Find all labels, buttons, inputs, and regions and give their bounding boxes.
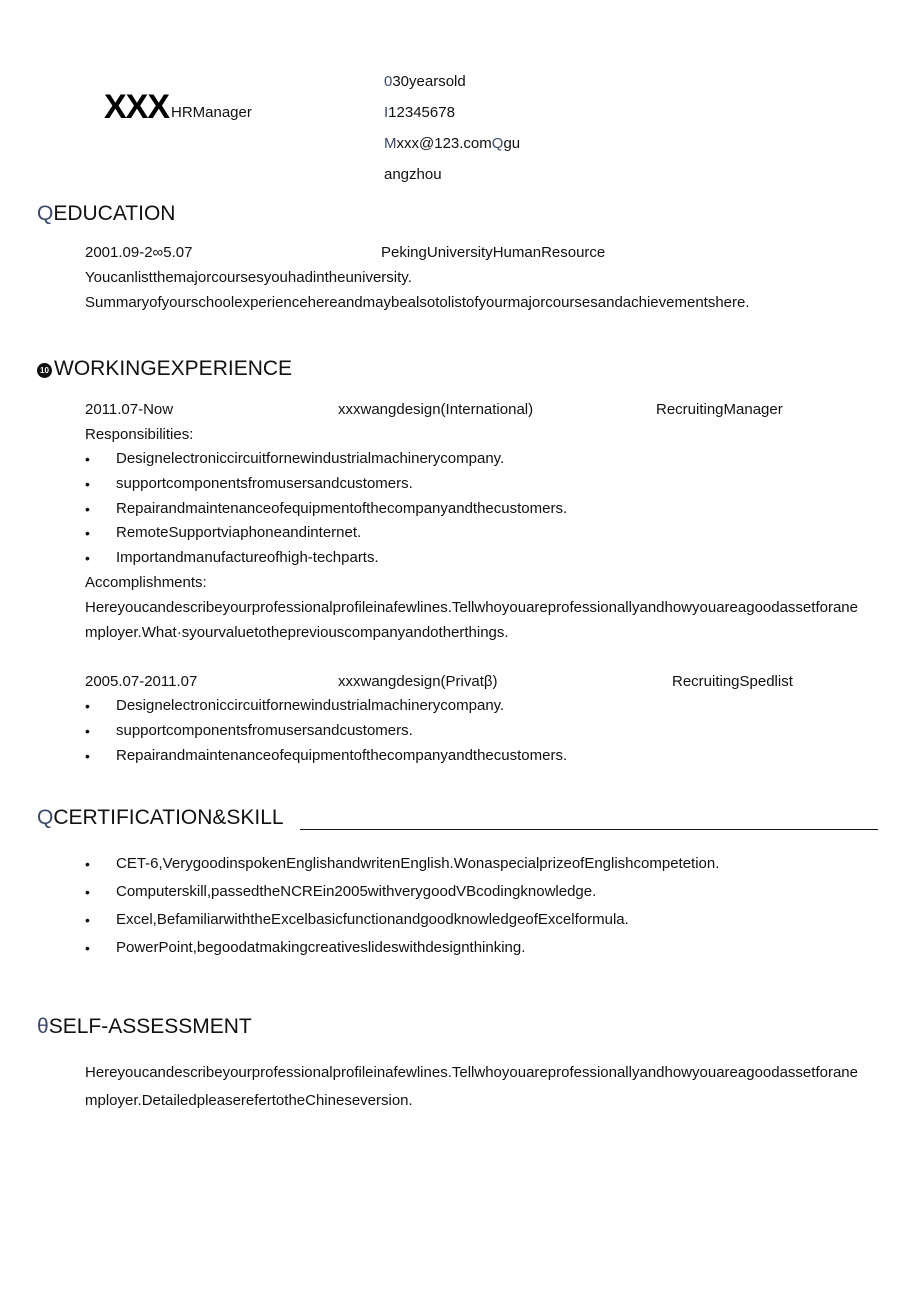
- section-education-title: [37, 202, 175, 226]
- list-item: Designelectroniccircuitfornewindustrialmachinerycompany.: [116, 697, 505, 714]
- bullet-dot: •: [85, 940, 90, 956]
- list-item: supportcomponentsfromusersandcustomers.: [116, 722, 413, 739]
- accomplishment-line: mployer.What·syourvaluetothepreviouscompanyandotherthings.: [85, 624, 509, 641]
- section-skills-title: [37, 806, 284, 830]
- job-company: xxxwangdesign(International): [338, 401, 534, 418]
- job-date: 2011.07-Now: [85, 401, 174, 418]
- section-assessment-title: [37, 1015, 252, 1039]
- candidate-role: HRManager: [171, 104, 252, 121]
- bullet-dot: •: [85, 451, 90, 467]
- assessment-line: Hereyoucandescribeyourprofessionalprofileinafewlines.Tellwhoyouareprofessionallyandhowyouareagoodassetforane: [85, 1064, 858, 1081]
- candidate-name: XXX: [104, 88, 170, 126]
- bullet-dot: •: [85, 748, 90, 764]
- bullet-dot: •: [85, 856, 90, 872]
- accomplishments-label: Accomplishments:: [85, 574, 207, 591]
- contact-email-text: xxx@123.com: [396, 135, 492, 152]
- list-item: Repairandmaintenanceofequipmentofthecompanyandthecustomers.: [116, 500, 568, 517]
- list-item: PowerPoint,begoodatmakingcreativeslideswithdesignthinking.: [116, 939, 526, 956]
- list-item: supportcomponentsfromusersandcustomers.: [116, 475, 413, 492]
- job-position: RecruitingSpedlist: [672, 673, 793, 690]
- bullet-dot: •: [85, 501, 90, 517]
- skills-icon: Q: [37, 806, 54, 829]
- contact-location-cont: angzhou: [384, 166, 442, 183]
- education-title-text: EDUCATION: [53, 202, 176, 225]
- contact-phone: [384, 104, 455, 121]
- age-icon: 0: [384, 73, 393, 90]
- work-title-text: WORKINGEXPERIENCE: [54, 357, 293, 380]
- education-icon: Q: [37, 202, 54, 225]
- job-date: 2005.07-2011.07: [85, 673, 198, 690]
- job-position: RecruitingManager: [656, 401, 783, 418]
- section-underline: [300, 829, 878, 830]
- responsibilities-label: Responsibilities:: [85, 426, 194, 443]
- education-date: 2001.09-2∞5.07: [85, 244, 193, 261]
- contact-location-text: gu: [503, 135, 521, 152]
- education-line: Youcanlistthemajorcoursesyouhadintheuniversity.: [85, 269, 412, 286]
- section-work-title: [37, 357, 292, 381]
- list-item: CET-6,VerygoodinspokenEnglishandwritenEnglish.WonaspecialprizeofEnglishcompetetion.: [116, 855, 720, 872]
- bullet-dot: •: [85, 723, 90, 739]
- list-item: Importandmanufactureofhigh-techparts.: [116, 549, 379, 566]
- education-line: Summaryofyourschoolexperiencehereandmaybealsotolistofyourmajorcoursesandachievementshere.: [85, 294, 750, 311]
- contact-age: [384, 73, 466, 90]
- contact-phone-text: 12345678: [388, 104, 455, 121]
- assessment-icon: θ: [37, 1015, 49, 1038]
- assessment-title-text: SELF-ASSESSMENT: [48, 1015, 252, 1038]
- list-item: Excel,BefamiliarwiththeExcelbasicfunctionandgoodknowledgeofExcelformula.: [116, 911, 629, 928]
- bullet-dot: •: [85, 550, 90, 566]
- bullet-dot: •: [85, 884, 90, 900]
- mail-icon: M: [384, 135, 397, 152]
- bullet-dot: •: [85, 698, 90, 714]
- bullet-dot: •: [85, 476, 90, 492]
- skills-title-text: CERTIFICATION&SKILL: [53, 806, 284, 829]
- list-item: Repairandmaintenanceofequipmentofthecompanyandthecustomers.: [116, 747, 568, 764]
- accomplishment-line: Hereyoucandescribeyourprofessionalprofileinafewlines.Tellwhoyouareprofessionallyandhowyouareagoodassetforane: [85, 599, 858, 616]
- phone-icon: I: [384, 104, 389, 121]
- work-icon: 10: [37, 363, 52, 378]
- job-company: xxxwangdesign(Privatβ): [338, 673, 498, 690]
- education-school: PekingUniversityHumanResource: [381, 244, 606, 261]
- list-item: Designelectroniccircuitfornewindustrialmachinerycompany.: [116, 450, 505, 467]
- assessment-line: mployer.DetailedpleaserefertotheChineseversion.: [85, 1092, 413, 1109]
- list-item: Computerskill,passedtheNCREin2005withverygoodVBcodingknowledge.: [116, 883, 597, 900]
- bullet-dot: •: [85, 912, 90, 928]
- contact-email-location: [384, 135, 520, 152]
- contact-age-text: 30yearsold: [392, 73, 466, 90]
- bullet-dot: •: [85, 525, 90, 541]
- location-icon: Q: [491, 135, 504, 152]
- list-item: RemoteSupportviaphoneandinternet.: [116, 524, 362, 541]
